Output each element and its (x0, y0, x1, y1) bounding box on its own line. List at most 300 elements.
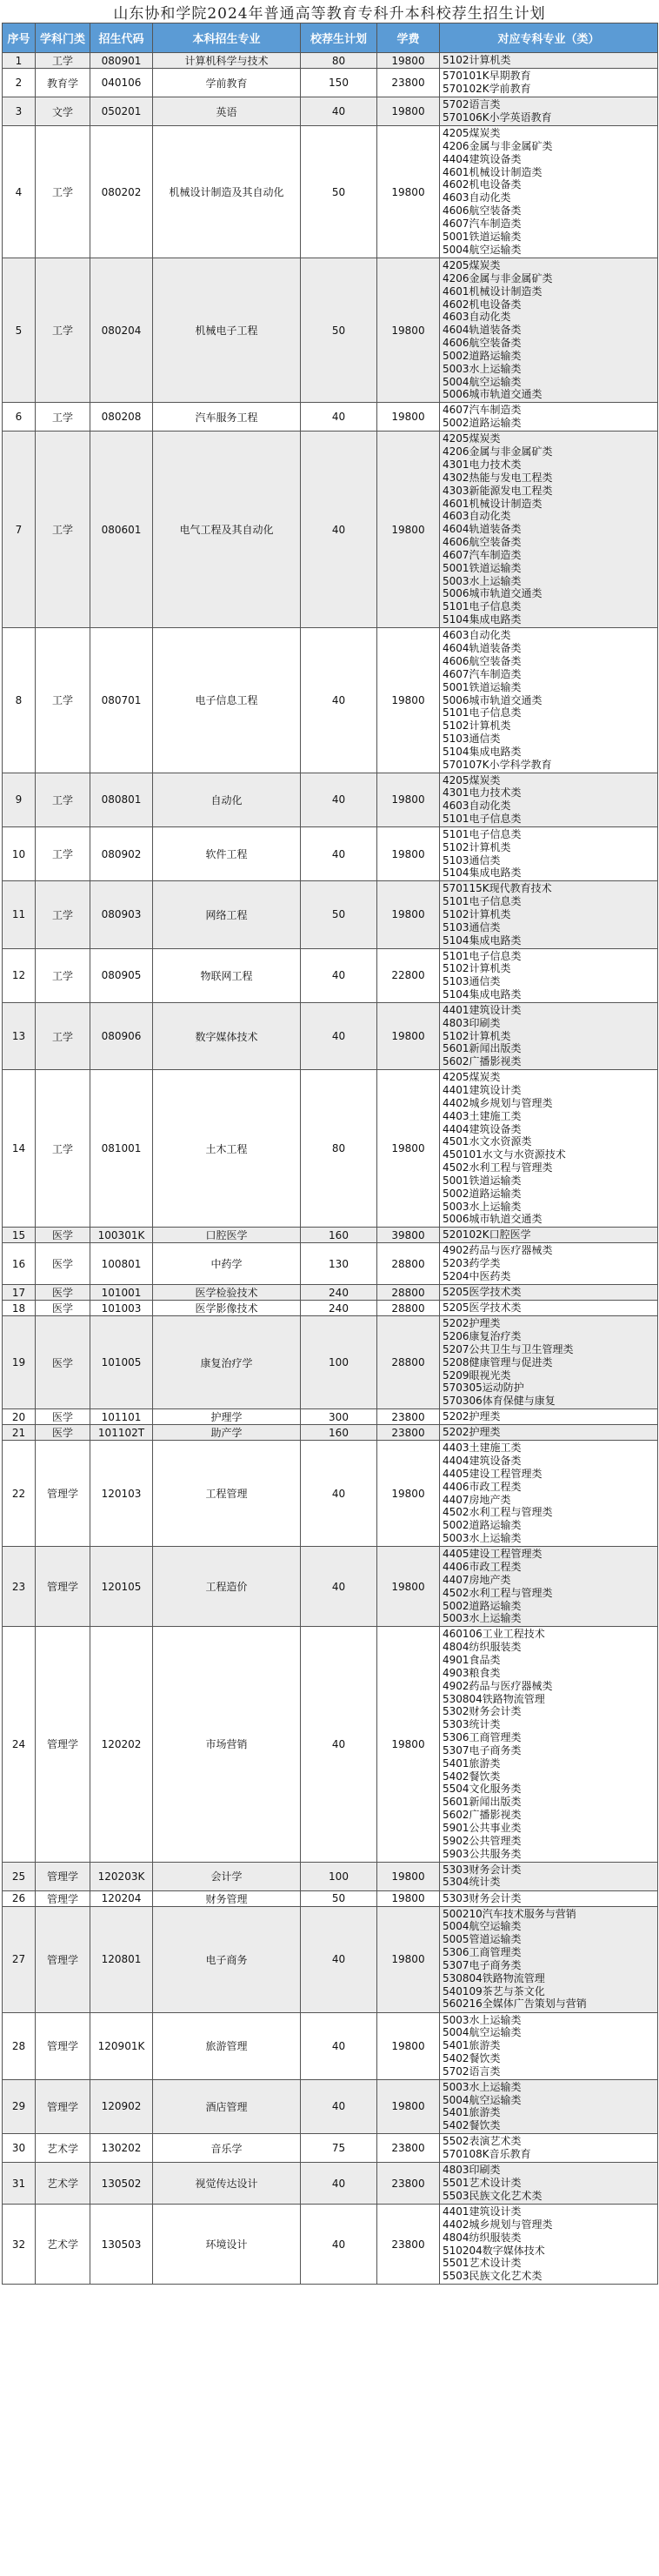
row-number: 17 (3, 1285, 36, 1301)
related-majors (440, 1890, 658, 1906)
related-major-item: 4301电力技术类 (443, 786, 522, 800)
related-major-item: 4903粮食类 (443, 1666, 501, 1679)
related-major-item: 570306体育保健与康复 (443, 1395, 556, 1408)
related-major-item: 4606航空装备类 (443, 204, 522, 217)
related-major-item: 5101电子信息类 (443, 895, 522, 908)
related-major-item: 5003水上运输类 (443, 1532, 522, 1545)
tuition-fee: 19800 (377, 1890, 440, 1906)
related-majors (440, 1002, 658, 1069)
enroll-code: 080901 (90, 53, 153, 69)
enroll-code: 120105 (90, 1547, 153, 1627)
table-row (3, 1890, 658, 1906)
related-major-item: 5202护理类 (443, 1426, 501, 1439)
related-major-item: 5003水上运输类 (443, 574, 522, 587)
related-major-item: 4302热能与发电工程类 (443, 471, 553, 484)
tuition-fee: 39800 (377, 1228, 440, 1243)
tuition-fee: 22800 (377, 948, 440, 1002)
related-major-item: 4502水利工程与管理类 (443, 1506, 553, 1519)
subject-category: 医学 (36, 1301, 90, 1316)
table-row (3, 1070, 658, 1228)
recommended-plan: 240 (301, 1301, 377, 1316)
related-major-item: 4205煤炭类 (443, 432, 501, 445)
table-row (3, 2205, 658, 2285)
related-major-item: 4606航空装备类 (443, 337, 522, 350)
related-major-item: 570102K学前教育 (443, 82, 531, 95)
recommended-plan: 80 (301, 1070, 377, 1228)
undergrad-major: 中药学 (153, 1243, 301, 1285)
related-major-item: 5602广播影视类 (443, 1055, 522, 1068)
undergrad-major: 自动化 (153, 773, 301, 826)
related-major-item: 5902公共管理类 (443, 1834, 522, 1847)
table-body (3, 53, 658, 2285)
related-major-item: 4407房地产类 (443, 1573, 511, 1586)
related-major-item: 5208健康管理与促进类 (443, 1355, 553, 1368)
related-major-item: 4803印刷类 (443, 1016, 501, 1029)
related-majors (440, 1285, 658, 1301)
related-majors (440, 1243, 658, 1285)
undergrad-major: 电气工程及其自动化 (153, 432, 301, 628)
subject-category: 医学 (36, 1425, 90, 1441)
row-number: 28 (3, 2012, 36, 2079)
related-major-item: 4401建筑设计类 (443, 1003, 522, 1016)
table-row (3, 1862, 658, 1890)
table-row (3, 881, 658, 948)
related-major-item: 5001铁道运输类 (443, 561, 522, 574)
related-majors (440, 1409, 658, 1425)
table-row (3, 126, 658, 258)
related-major-item: 4206金属与非金属矿类 (443, 445, 553, 458)
recommended-plan: 40 (301, 97, 377, 126)
subject-category: 工学 (36, 881, 90, 948)
related-major-item: 5002道路运输类 (443, 1519, 522, 1532)
related-major-item: 5005管道运输类 (443, 1933, 522, 1946)
enroll-code: 080701 (90, 628, 153, 773)
subject-category: 工学 (36, 1002, 90, 1069)
undergrad-major: 市场营销 (153, 1627, 301, 1862)
related-major-item: 4403土建施工类 (443, 1109, 522, 1122)
col-no-header: 序号 (3, 23, 36, 53)
row-number: 21 (3, 1425, 36, 1441)
tuition-fee: 19800 (377, 1906, 440, 2012)
related-major-item: 5001铁道运输类 (443, 230, 522, 243)
enroll-code: 080208 (90, 403, 153, 432)
related-major-item: 5502表演艺术类 (443, 2135, 522, 2148)
recommended-plan: 160 (301, 1425, 377, 1441)
subject-category: 医学 (36, 1243, 90, 1285)
related-major-item: 4902药品与医疗器械类 (443, 1244, 553, 1257)
enroll-code: 101102T (90, 1425, 153, 1441)
row-number: 19 (3, 1316, 36, 1409)
row-number: 32 (3, 2205, 36, 2285)
related-major-item: 5102计算机类 (443, 962, 511, 975)
related-major-item: 5303统计类 (443, 1718, 501, 1731)
row-number: 30 (3, 2134, 36, 2163)
recommended-plan: 40 (301, 403, 377, 432)
related-major-item: 5702语言类 (443, 2064, 501, 2078)
table-row (3, 1906, 658, 2012)
enroll-code: 120902 (90, 2079, 153, 2133)
subject-category: 工学 (36, 432, 90, 628)
enroll-code: 080905 (90, 948, 153, 1002)
tuition-fee: 28800 (377, 1285, 440, 1301)
related-major-item: 570108K音乐教育 (443, 2147, 531, 2160)
related-major-item: 4402城乡规划与管理类 (443, 1096, 553, 1109)
related-major-item: 5004航空运输类 (443, 2026, 522, 2039)
table-row (3, 2012, 658, 2079)
related-majors (440, 1627, 658, 1862)
tuition-fee: 19800 (377, 258, 440, 403)
related-major-item: 5602广播影视类 (443, 1809, 522, 1822)
related-major-item: 5307电子商务类 (443, 1958, 522, 1971)
related-major-item: 4401建筑设计类 (443, 1083, 522, 1096)
related-major-item: 4301电力技术类 (443, 458, 522, 471)
related-majors (440, 2205, 658, 2285)
related-major-item: 4603自动化类 (443, 629, 511, 642)
related-major-item: 570101K早期教育 (443, 70, 531, 82)
related-major-item: 5006城市轨道交通类 (443, 587, 543, 600)
enroll-code: 130503 (90, 2205, 153, 2285)
related-majors (440, 2163, 658, 2205)
row-number: 29 (3, 2079, 36, 2133)
related-major-item: 5402餐饮类 (443, 1770, 501, 1783)
related-major-item: 4602机电设备类 (443, 178, 522, 191)
recommended-plan: 75 (301, 2134, 377, 2163)
row-number: 3 (3, 97, 36, 126)
related-major-item: 5101电子信息类 (443, 600, 522, 613)
row-number: 20 (3, 1409, 36, 1425)
table-row (3, 773, 658, 826)
related-major-item: 4205煤炭类 (443, 1071, 501, 1084)
enroll-code: 120202 (90, 1627, 153, 1862)
enroll-code: 080202 (90, 126, 153, 258)
table-row (3, 1228, 658, 1243)
tuition-fee: 19800 (377, 2012, 440, 2079)
related-major-item: 5402餐饮类 (443, 2119, 501, 2132)
related-major-item: 570106K小学英语教育 (443, 110, 552, 124)
enroll-code: 050201 (90, 97, 153, 126)
related-major-item: 5004航空运输类 (443, 375, 522, 388)
row-number: 2 (3, 69, 36, 97)
tuition-fee: 23800 (377, 1409, 440, 1425)
related-major-item: 5401旅游类 (443, 2039, 501, 2052)
row-number: 1 (3, 53, 36, 69)
related-majors (440, 1316, 658, 1409)
undergrad-major: 计算机科学与技术 (153, 53, 301, 69)
row-number: 6 (3, 403, 36, 432)
tuition-fee: 19800 (377, 1862, 440, 1890)
enroll-code: 100301K (90, 1228, 153, 1243)
related-major-item: 5101电子信息类 (443, 813, 522, 826)
subject-category: 医学 (36, 1228, 90, 1243)
related-major-item: 5401旅游类 (443, 1756, 501, 1770)
recommended-plan: 100 (301, 1862, 377, 1890)
enroll-code: 101005 (90, 1316, 153, 1409)
table-header-row (3, 23, 658, 53)
table-row (3, 53, 658, 69)
related-major-item: 5202护理类 (443, 1410, 501, 1423)
table-row (3, 1627, 658, 1862)
related-major-item: 5104集成电路类 (443, 613, 522, 626)
tuition-fee: 19800 (377, 1070, 440, 1228)
related-major-item: 5006城市轨道交通类 (443, 1213, 543, 1226)
subject-category: 教育学 (36, 69, 90, 97)
undergrad-major: 护理学 (153, 1409, 301, 1425)
related-major-item: 4603自动化类 (443, 800, 511, 813)
related-major-item: 4607汽车制造类 (443, 667, 522, 680)
table-row (3, 2079, 658, 2133)
related-majors (440, 432, 658, 628)
recommended-plan: 40 (301, 1906, 377, 2012)
related-major-item: 5006城市轨道交通类 (443, 388, 543, 401)
recommended-plan: 50 (301, 126, 377, 258)
related-major-item: 5501艺术设计类 (443, 2176, 522, 2189)
related-major-item: 5307电子商务类 (443, 1743, 522, 1756)
related-major-item: 5504文化服务类 (443, 1783, 522, 1796)
related-majors (440, 948, 658, 1002)
tuition-fee: 28800 (377, 1316, 440, 1409)
table-row (3, 1316, 658, 1409)
row-number: 13 (3, 1002, 36, 1069)
related-major-item: 5203药学类 (443, 1257, 501, 1270)
undergrad-major: 软件工程 (153, 826, 301, 880)
subject-category: 工学 (36, 948, 90, 1002)
related-majors (440, 773, 658, 826)
table-row (3, 1409, 658, 1425)
row-number: 4 (3, 126, 36, 258)
row-number: 14 (3, 1070, 36, 1228)
enroll-code: 120204 (90, 1890, 153, 1906)
subject-category: 管理学 (36, 2012, 90, 2079)
related-major-item: 4403土建施工类 (443, 1442, 522, 1455)
related-major-item: 510204数字媒体技术 (443, 2244, 545, 2257)
recommended-plan: 40 (301, 432, 377, 628)
related-major-item: 4206金属与非金属矿类 (443, 139, 553, 152)
related-major-item: 5207公共卫生与卫生管理类 (443, 1342, 574, 1355)
related-major-item: 5003水上运输类 (443, 2080, 522, 2093)
table-row (3, 1547, 658, 1627)
related-major-item: 530804铁路物流管理 (443, 1692, 545, 1705)
table-row (3, 403, 658, 432)
tuition-fee: 19800 (377, 2079, 440, 2133)
related-majors (440, 1441, 658, 1547)
subject-category: 工学 (36, 826, 90, 880)
related-major-item: 5102计算机类 (443, 908, 511, 920)
related-major-item: 5102计算机类 (443, 719, 511, 733)
related-major-item: 5104集成电路类 (443, 866, 522, 880)
recommended-plan: 100 (301, 1316, 377, 1409)
tuition-fee: 19800 (377, 126, 440, 258)
subject-category: 艺术学 (36, 2163, 90, 2205)
related-major-item: 5003水上运输类 (443, 1200, 522, 1213)
recommended-plan: 50 (301, 258, 377, 403)
related-major-item: 5004航空运输类 (443, 243, 522, 256)
related-major-item: 4602机电设备类 (443, 298, 522, 311)
recommended-plan: 160 (301, 1228, 377, 1243)
related-majors (440, 258, 658, 403)
undergrad-major: 酒店管理 (153, 2079, 301, 2133)
recommended-plan: 50 (301, 1890, 377, 1906)
enroll-code: 080906 (90, 1002, 153, 1069)
row-number: 25 (3, 1862, 36, 1890)
tuition-fee: 19800 (377, 826, 440, 880)
undergrad-major: 口腔医学 (153, 1228, 301, 1243)
undergrad-major: 机械设计制造及其自动化 (153, 126, 301, 258)
tuition-fee: 19800 (377, 881, 440, 948)
enroll-code: 080902 (90, 826, 153, 880)
undergrad-major: 电子商务 (153, 1906, 301, 2012)
related-major-item: 4402城乡规划与管理类 (443, 2218, 553, 2231)
subject-category: 医学 (36, 1316, 90, 1409)
related-majors (440, 126, 658, 258)
undergrad-major: 助产学 (153, 1425, 301, 1441)
related-majors (440, 1070, 658, 1228)
related-major-item: 5601新闻出版类 (443, 1796, 522, 1809)
related-major-item: 5101电子信息类 (443, 706, 522, 719)
related-major-item: 4502水利工程与管理类 (443, 1161, 553, 1174)
related-majors (440, 69, 658, 97)
undergrad-major: 汽车服务工程 (153, 403, 301, 432)
related-major-item: 4804纺织服装类 (443, 2231, 522, 2244)
tuition-fee: 19800 (377, 1547, 440, 1627)
related-major-item: 4404建筑设备类 (443, 1122, 522, 1135)
related-major-item: 5002道路运输类 (443, 1599, 522, 1612)
enroll-code: 120801 (90, 1906, 153, 2012)
tuition-fee: 19800 (377, 97, 440, 126)
subject-category: 管理学 (36, 1862, 90, 1890)
recommended-plan: 40 (301, 948, 377, 1002)
related-majors (440, 403, 658, 432)
recommended-plan: 40 (301, 628, 377, 773)
tuition-fee: 28800 (377, 1301, 440, 1316)
subject-category: 工学 (36, 53, 90, 69)
recommended-plan: 40 (301, 1547, 377, 1627)
table-row (3, 258, 658, 403)
related-major-item: 4803印刷类 (443, 2164, 501, 2177)
enroll-code: 100801 (90, 1243, 153, 1285)
recommended-plan: 240 (301, 1285, 377, 1301)
tuition-fee: 19800 (377, 403, 440, 432)
related-major-item: 4601机械设计制造类 (443, 165, 543, 178)
related-major-item: 5003水上运输类 (443, 1612, 522, 1625)
table-row (3, 1243, 658, 1285)
undergrad-major: 网络工程 (153, 881, 301, 948)
undergrad-major: 土木工程 (153, 1070, 301, 1228)
related-major-item: 5503民族文化艺术类 (443, 2270, 543, 2283)
related-major-item: 4205煤炭类 (443, 259, 501, 271)
related-major-item: 5002道路运输类 (443, 417, 522, 430)
related-major-item: 5003水上运输类 (443, 2013, 522, 2026)
related-majors (440, 1425, 658, 1441)
subject-category: 艺术学 (36, 2205, 90, 2285)
related-majors (440, 1862, 658, 1890)
undergrad-major: 医学影像技术 (153, 1301, 301, 1316)
subject-category: 管理学 (36, 1547, 90, 1627)
col-code-header: 招生代码 (90, 23, 153, 53)
related-major-item: 4404建筑设备类 (443, 1455, 522, 1468)
enroll-code: 080801 (90, 773, 153, 826)
related-major-item: 5004航空运输类 (443, 1920, 522, 1933)
enroll-code: 080204 (90, 258, 153, 403)
recommended-plan: 80 (301, 53, 377, 69)
recommended-plan: 40 (301, 1627, 377, 1862)
subject-category: 工学 (36, 126, 90, 258)
table-row (3, 2134, 658, 2163)
col-major-header: 本科招生专业 (153, 23, 301, 53)
recommended-plan: 40 (301, 1002, 377, 1069)
related-major-item: 5306工商管理类 (443, 1946, 522, 1959)
tuition-fee: 19800 (377, 53, 440, 69)
table-row (3, 1285, 658, 1301)
undergrad-major: 工程造价 (153, 1547, 301, 1627)
related-major-item: 5206康复治疗类 (443, 1330, 522, 1343)
related-major-item: 5402餐饮类 (443, 2052, 501, 2065)
tuition-fee: 23800 (377, 1425, 440, 1441)
tuition-fee: 19800 (377, 432, 440, 628)
subject-category: 工学 (36, 628, 90, 773)
table-row (3, 2163, 658, 2205)
row-number: 23 (3, 1547, 36, 1627)
row-number: 5 (3, 258, 36, 403)
table-row (3, 1441, 658, 1547)
related-major-item: 530804铁路物流管理 (443, 1971, 545, 1984)
tuition-fee: 19800 (377, 1627, 440, 1862)
tuition-fee: 19800 (377, 1002, 440, 1069)
related-major-item: 5101电子信息类 (443, 827, 522, 840)
related-major-item: 5204中医药类 (443, 1269, 511, 1282)
related-major-item: 570115K现代教育技术 (443, 882, 552, 895)
related-majors (440, 53, 658, 69)
col-plan-header: 校荐生计划 (301, 23, 377, 53)
subject-category: 艺术学 (36, 2134, 90, 2163)
related-major-item: 5202护理类 (443, 1317, 501, 1330)
undergrad-major: 电子信息工程 (153, 628, 301, 773)
undergrad-major: 音乐学 (153, 2134, 301, 2163)
enroll-code: 080601 (90, 432, 153, 628)
table-row (3, 628, 658, 773)
row-number: 15 (3, 1228, 36, 1243)
related-major-item: 5501艺术设计类 (443, 2257, 522, 2270)
related-major-item: 5004航空运输类 (443, 2093, 522, 2106)
related-major-item: 5002道路运输类 (443, 1187, 522, 1200)
related-majors (440, 826, 658, 880)
related-major-item: 5102计算机类 (443, 840, 511, 853)
related-majors (440, 2012, 658, 2079)
related-major-item: 4601机械设计制造类 (443, 497, 543, 510)
undergrad-major: 环境设计 (153, 2205, 301, 2285)
tuition-fee: 23800 (377, 2163, 440, 2205)
subject-category: 管理学 (36, 1906, 90, 2012)
subject-category: 文学 (36, 97, 90, 126)
col-fee-header: 学费 (377, 23, 440, 53)
tuition-fee: 19800 (377, 773, 440, 826)
row-number: 24 (3, 1627, 36, 1862)
undergrad-major: 视觉传达设计 (153, 2163, 301, 2205)
row-number: 22 (3, 1441, 36, 1547)
related-major-item: 5503民族文化艺术类 (443, 2189, 543, 2202)
row-number: 8 (3, 628, 36, 773)
related-major-item: 5001铁道运输类 (443, 1174, 522, 1187)
related-major-item: 5702语言类 (443, 98, 501, 110)
undergrad-major: 数字媒体技术 (153, 1002, 301, 1069)
related-major-item: 5104集成电路类 (443, 988, 522, 1001)
related-major-item: 5003水上运输类 (443, 362, 522, 375)
related-major-item: 5001铁道运输类 (443, 680, 522, 693)
related-major-item: 5304统计类 (443, 1876, 501, 1889)
row-number: 31 (3, 2163, 36, 2205)
related-majors (440, 97, 658, 126)
tuition-fee: 23800 (377, 2205, 440, 2285)
related-major-item: 5302财务会计类 (443, 1705, 522, 1718)
